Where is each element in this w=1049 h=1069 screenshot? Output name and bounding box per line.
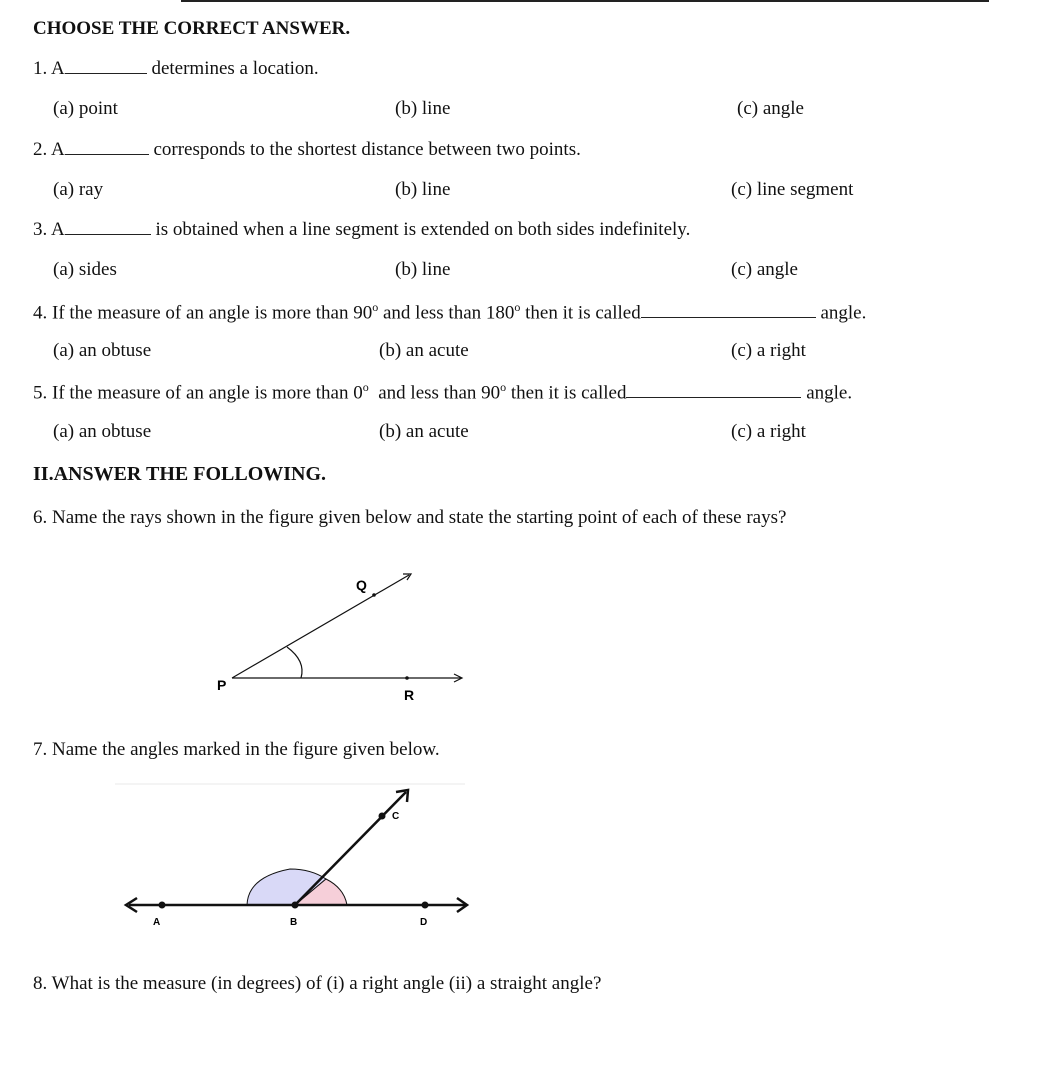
- question-7: 7. Name the angles marked in the figure given below.: [33, 739, 440, 760]
- rays-figure: [200, 560, 480, 710]
- question-text: then it is called: [525, 302, 641, 324]
- point-b-dot: [292, 902, 299, 909]
- label-r: R: [404, 687, 415, 703]
- question-text: 1. A: [33, 58, 65, 79]
- question-8: 8. What is the measure (in degrees) of (i) a right angle (ii) a straight angle?: [33, 973, 602, 994]
- question-4: [33, 300, 866, 324]
- degree-sign: o: [500, 380, 507, 394]
- answer-blank: [641, 303, 816, 318]
- point-r-dot: [405, 676, 409, 680]
- degree-sign: o: [514, 300, 521, 314]
- option-b: (b) line: [395, 98, 451, 119]
- ray-pq-arrowhead: [403, 574, 411, 580]
- section-heading-answer: II.ANSWER THE FOLLOWING.: [33, 463, 327, 485]
- question-5: [33, 380, 852, 404]
- point-a-dot: [159, 902, 166, 909]
- option-a: (a) an obtuse: [53, 340, 152, 361]
- question-text: and less than 180: [383, 302, 515, 324]
- option-a: (a) ray: [53, 179, 104, 200]
- option-c: (c) angle: [737, 98, 804, 119]
- question-text: 2. A: [33, 139, 65, 160]
- question-6: 6. Name the rays shown in the figure given below and state the starting point of each of these rays?: [33, 507, 787, 528]
- top-rule: [181, 0, 989, 2]
- option-c: (c) a right: [731, 340, 806, 361]
- section-heading-choose: CHOOSE THE CORRECT ANSWER.: [33, 18, 351, 39]
- label-a: A: [153, 917, 161, 928]
- label-b: B: [290, 917, 298, 928]
- point-q-dot: [372, 593, 376, 597]
- question-3: [33, 219, 690, 241]
- option-a: (a) sides: [53, 259, 117, 280]
- question-text: corresponds to the shortest distance between two points.: [153, 139, 581, 160]
- point-d-dot: [422, 902, 429, 909]
- ray-bc: [295, 792, 406, 905]
- degree-sign: o: [372, 300, 379, 314]
- option-b: (b) line: [395, 179, 451, 200]
- option-b: (b) an acute: [379, 340, 469, 361]
- option-b: (b) an acute: [379, 421, 469, 442]
- question-text: angle.: [806, 382, 853, 404]
- degree-sign: o: [362, 380, 369, 394]
- option-c: (c) a right: [731, 421, 806, 442]
- option-a: (a) point: [53, 98, 118, 119]
- answer-blank: [65, 59, 147, 74]
- option-a: (a) an obtuse: [53, 421, 152, 442]
- answer-blank: [65, 220, 151, 235]
- angles-figure: [115, 780, 475, 930]
- question-text: determines a location.: [151, 58, 319, 79]
- question-text: 5. If the measure of an angle is more than 0: [33, 382, 363, 404]
- question-2: [33, 139, 581, 161]
- point-c-dot: [379, 813, 386, 820]
- label-d: D: [420, 917, 428, 928]
- ray-pq: [232, 575, 409, 678]
- question-text: 3. A: [33, 219, 65, 240]
- option-c: (c) line segment: [731, 179, 854, 200]
- question-text: then it is called: [510, 382, 627, 404]
- option-c: (c) angle: [731, 259, 798, 280]
- label-q: Q: [356, 577, 367, 593]
- label-p: P: [217, 677, 227, 693]
- question-text: and less than 90: [378, 382, 501, 404]
- question-text: is obtained when a line segment is extended on both sides indefinitely.: [155, 219, 691, 240]
- question-text: 4. If the measure of an angle is more than 90: [33, 302, 373, 324]
- question-text: angle.: [820, 302, 867, 324]
- question-1: [33, 58, 319, 80]
- answer-blank: [65, 140, 149, 155]
- angle-arc: [287, 647, 302, 678]
- label-c: C: [392, 811, 400, 822]
- answer-blank: [626, 383, 801, 398]
- option-b: (b) line: [395, 259, 451, 280]
